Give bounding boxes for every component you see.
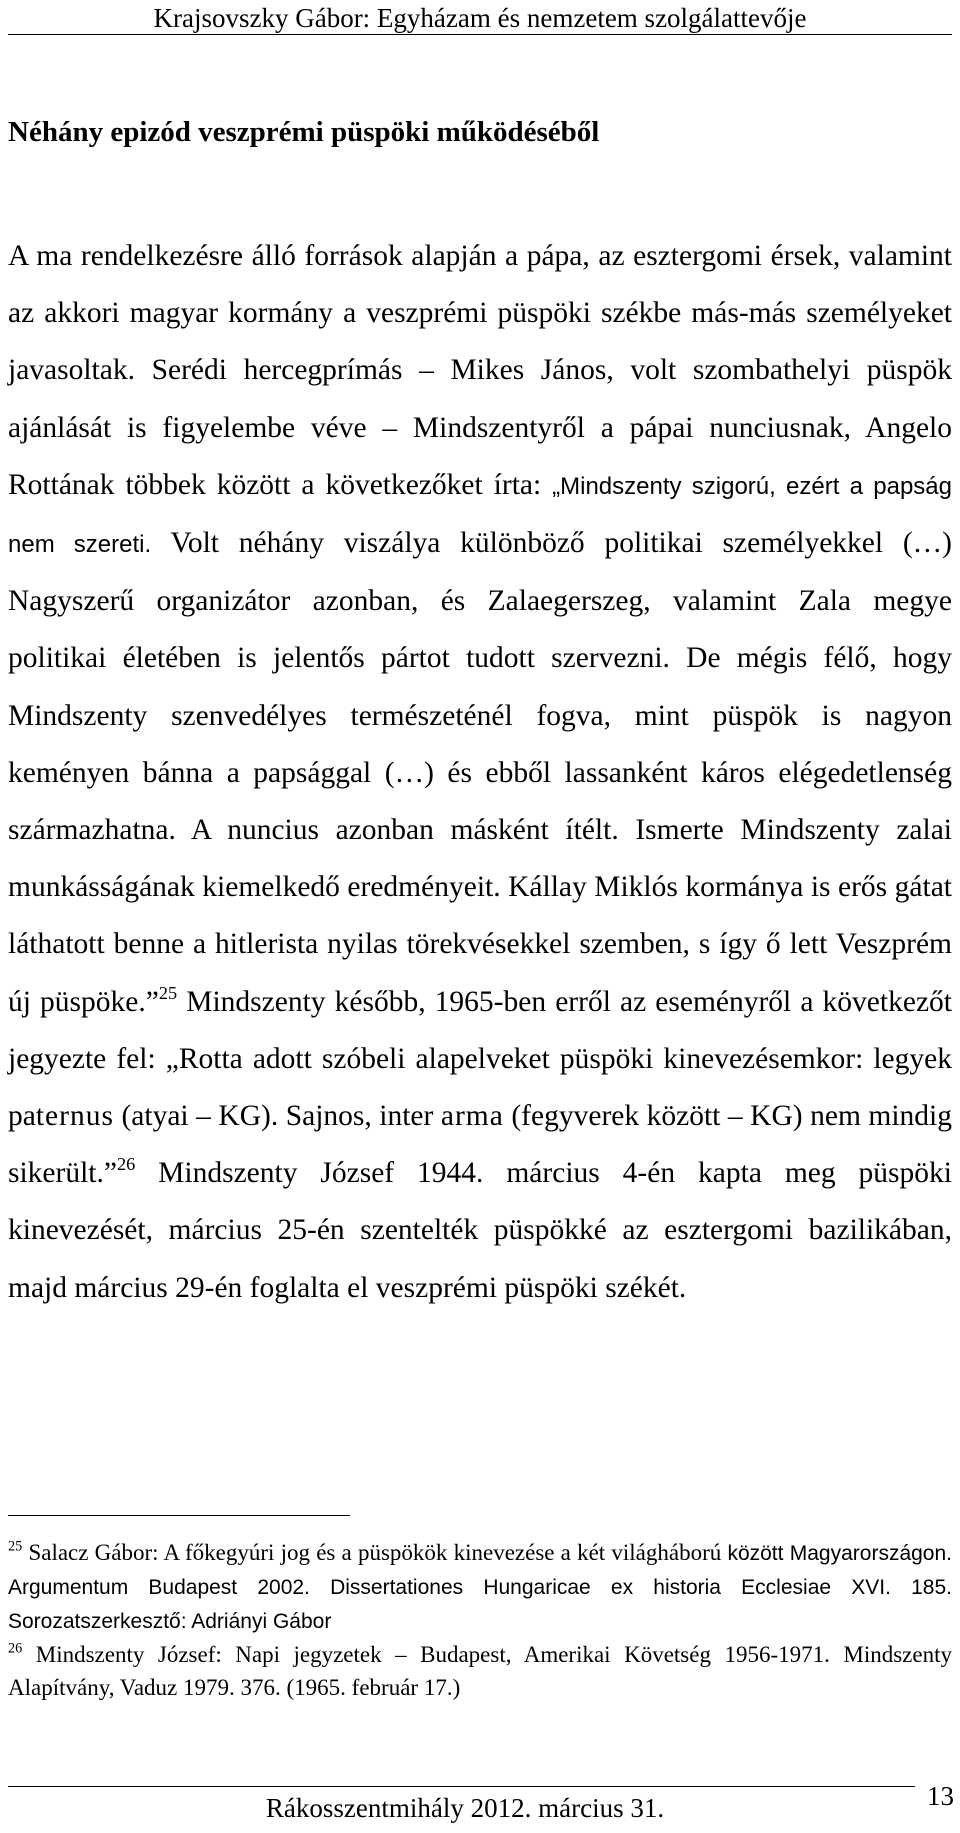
body-paragraph [8, 228, 952, 1317]
body-text-5: (fegyverek között – KG) nem mindig sikerült.” [8, 1100, 952, 1190]
footnote-text: Mindszenty József: Napi jegyzetek – Budapest, Amerikai Követség 1956-1971. Mindszenty Alapítvány, Vaduz 1979. 376. (1965. február 17.) [8, 1642, 952, 1700]
term-arma: arma [440, 1100, 504, 1133]
footnote-text-sans: között Magyarországon. Argumentum Budapest 2002. Dissertationes Hungaricae ex historia Ecclesiae XVI. 185. Sorozatszerkesztő: Adriányi Gábor [8, 1542, 952, 1633]
footnote-number: 26 [8, 1640, 23, 1657]
body-text-6: Mindszenty József 1944. március 4-én kapta meg püspöki kinevezését, március 25-én szentelték püspökké az esztergomi bazilikában, majd március 29-én foglalta el veszprémi püspöki székét. [8, 1157, 952, 1304]
section-title: Néhány epizód veszprémi püspöki működéséből [8, 116, 600, 148]
body-text-4: (atyai – KG). Sajnos, inter [113, 1100, 441, 1133]
quote-nuncius-start: „Mindszenty szigorú, ezért a papság nem szereti. [8, 472, 952, 559]
footnote-ref-26[interactable]: 26 [116, 1154, 136, 1175]
footnotes [8, 1536, 952, 1704]
footer-place-date: Rákosszentmihály 2012. március 31. [265, 1793, 665, 1823]
footnote-ref-25[interactable]: 25 [158, 982, 178, 1003]
body-text-1: A ma rendelkezésre álló források alapján a pápa, az esztergomi érsek, valamint az akkori magyar kormány a veszprémi püspöki székbe más-más személyeket javasoltak. Serédi hercegprímás – Mikes János, volt szombathelyi püspök ajánlását is figyelembe véve – Mindszentyről a pápai nunciusnak, Angelo Rottának többek között a következőket írta: [8, 240, 952, 501]
footnote-number: 25 [8, 1538, 23, 1555]
body-text-2: Volt néhány viszálya különböző politikai személyekkel (…) Nagyszerű organizátor azonban, és Zalaegerszeg, valamint Zala megye politikai életében is jelentős pártot tudott szervezni. De mégis félő, hogy Mindszenty szenvedélyes természeténél fogva, mint püspök is nagyon keményen bánna a papsággal (…) és ebből lassanként káros elégedetlenség származhatna. A nuncius azonban másként ítélt. Ismerte Mindszenty zalai munkásságának kiemelkedő eredményeit. Kállay Miklós kormánya is erős gátat láthatott benne a hitlerista nyilas törekvésekkel szemben, s így ő lett Veszprém új püspöke.” [8, 527, 952, 1018]
body-text-3: Mindszenty később, 1965-ben erről az eseményről a következőt jegyezte fel: „Rotta adott szóbeli alapelveket püspöki kinevezésemkor: legyek pa [8, 985, 952, 1133]
footer-divider [8, 1786, 915, 1787]
footnote-text: Salacz Gábor: A főkegyúri jog és a püspökök kinevezése a két világháború [22, 1540, 728, 1565]
page-number: 13 [927, 1781, 954, 1811]
footnote-26 [8, 1638, 952, 1704]
footnote-25 [8, 1536, 952, 1638]
term-paternus: ternus [35, 1100, 114, 1133]
footnote-divider [8, 1515, 350, 1516]
header-divider [8, 34, 952, 35]
running-header: Krajsovszky Gábor: Egyházam és nemzetem szolgálattevője [153, 3, 807, 33]
